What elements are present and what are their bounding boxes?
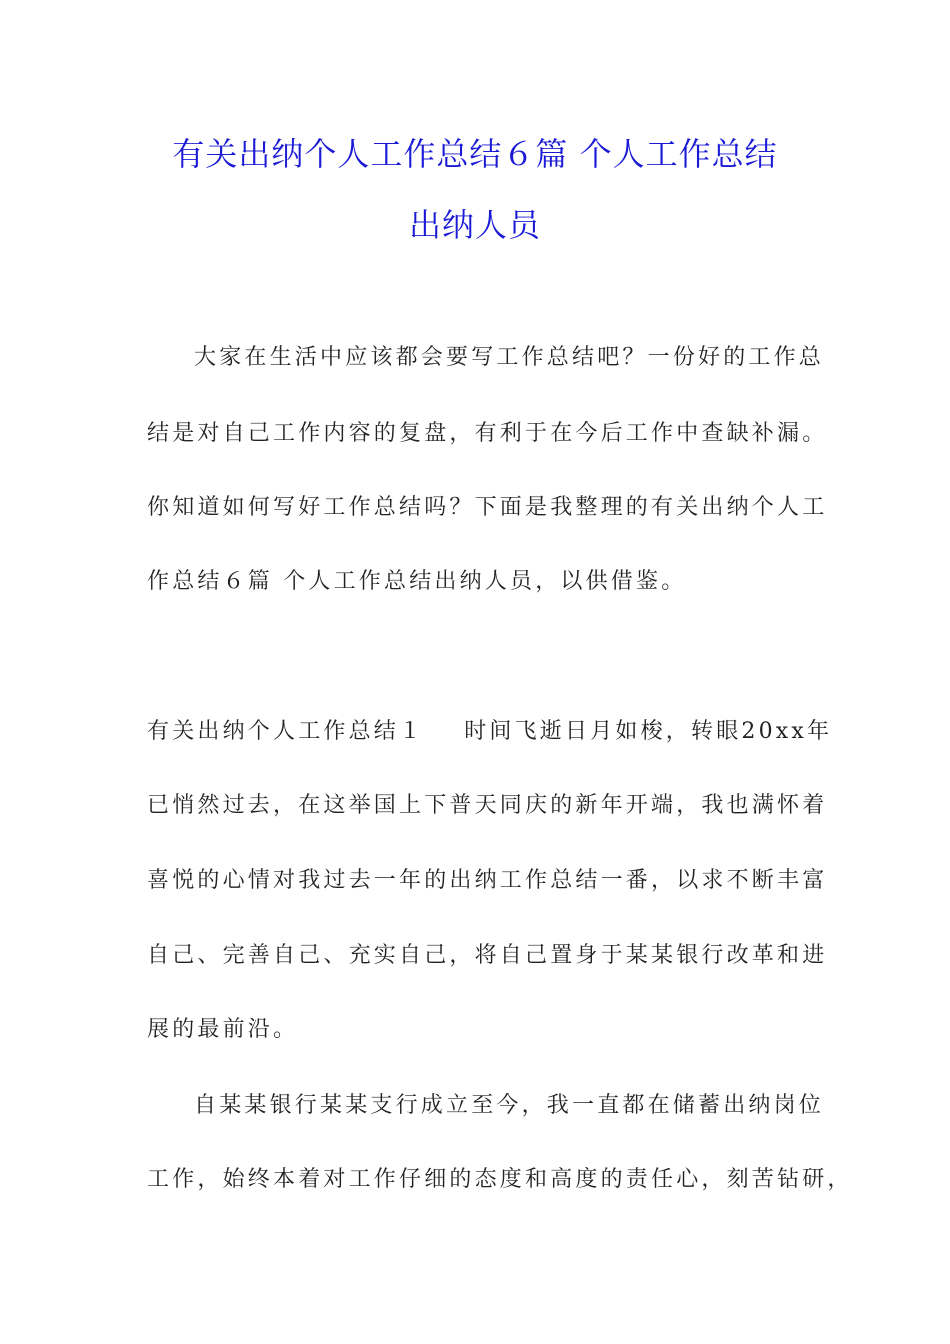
intro-line-2: 结是对自己工作内容的复盘，有利于在今后工作中查缺补漏。	[147, 421, 828, 446]
section-1-line-2: 已悄然过去，在这举国上下普天同庆的新年开端，我也满怀着	[147, 793, 828, 818]
section-1-first-line-text: 时间飞逝日月如梭，转眼20xx年	[464, 719, 833, 744]
title-line-1: 有关出纳个人工作总结６篇 个人工作总结	[172, 135, 778, 173]
section-1-heading: 有关出纳个人工作总结１	[147, 719, 425, 744]
title-line-2: 出纳人员	[408, 206, 541, 244]
intro-line-1: 大家在生活中应该都会要写工作总结吧？一份好的工作总	[194, 345, 825, 370]
section-1-line-3: 喜悦的心情对我过去一年的出纳工作总结一番，以求不断丰富	[147, 868, 828, 893]
intro-line-4: 作总结６篇 个人工作总结出纳人员，以供借鉴。	[147, 569, 687, 594]
section-1-first-line	[147, 717, 833, 747]
paragraph-2-line-2: 工作，始终本着对工作仔细的态度和高度的责任心，刻苦钻研，	[147, 1167, 853, 1192]
section-1-line-5: 展的最前沿。	[147, 1017, 299, 1042]
paragraph-2-line-1: 自某某银行某某支行成立至今，我一直都在储蓄出纳岗位	[194, 1093, 825, 1118]
intro-line-3: 你知道如何写好工作总结吗？下面是我整理的有关出纳个人工	[147, 495, 828, 520]
section-1-line-4: 自己、完善自己、充实自己，将自己置身于某某银行改革和进	[147, 943, 828, 968]
